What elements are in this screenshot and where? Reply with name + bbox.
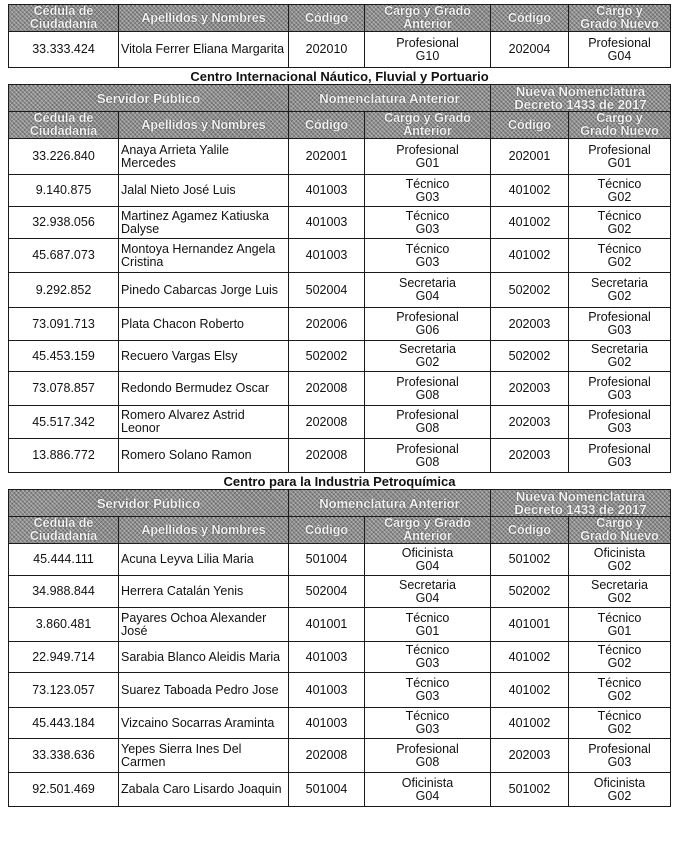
codigo-nuevo-cell: 501002 bbox=[491, 773, 569, 807]
header-cargo-nuevo-line1: Cargo y bbox=[596, 516, 643, 530]
section-title: Centro Internacional Náutico, Fluvial y Portuario bbox=[9, 68, 671, 85]
codigo-nuevo-cell: 202003 bbox=[491, 406, 569, 439]
table-row bbox=[9, 544, 671, 576]
cargo-anterior-cell-grade: G04 bbox=[415, 289, 440, 303]
cargo-anterior-cell-title: Secretaria bbox=[399, 342, 456, 356]
cargo-anterior-cell-title: Profesional bbox=[396, 741, 459, 756]
table-row bbox=[9, 32, 671, 68]
header-cargo-anterior-line1: Cargo y Grado bbox=[384, 111, 471, 125]
cargo-nuevo-cell-title: Profesional bbox=[588, 441, 651, 456]
codigo-anterior-cell: 401003 bbox=[289, 175, 365, 207]
cargo-nuevo-cell-title: Oficinista bbox=[593, 775, 646, 790]
cargo-anterior-cell-title: Secretaria bbox=[399, 577, 456, 592]
header-cargo-anterior bbox=[365, 112, 491, 139]
cargo-anterior-cell-title: Profesional bbox=[396, 310, 459, 324]
cargo-anterior-cell bbox=[365, 544, 491, 576]
codigo-anterior-cell: 202008 bbox=[289, 372, 365, 406]
codigo-anterior-cell: 502004 bbox=[289, 576, 365, 608]
nombre-cell: Vitola Ferrer Eliana Margarita bbox=[119, 32, 289, 68]
cargo-nuevo-cell bbox=[569, 32, 671, 68]
nombre-cell: Jalal Nieto José Luis bbox=[119, 175, 289, 207]
codigo-nuevo-cell: 401001 bbox=[491, 608, 569, 642]
header-cedula bbox=[9, 517, 119, 544]
nombre-cell: Montoya Hernandez Angela Cristina bbox=[119, 239, 289, 273]
cargo-anterior-cell-title: Técnico bbox=[405, 676, 450, 690]
cargo-anterior-cell-title: Secretaria bbox=[399, 276, 456, 290]
table-row bbox=[9, 739, 671, 773]
group-header-row bbox=[9, 490, 671, 517]
cargo-anterior-cell bbox=[365, 308, 491, 341]
codigo-nuevo-cell: 202001 bbox=[491, 139, 569, 175]
cargo-nuevo-cell bbox=[569, 308, 671, 341]
cargo-nuevo-cell-grade: G02 bbox=[607, 355, 632, 369]
header-nueva-nomenclatura bbox=[491, 85, 671, 112]
codigo-nuevo-cell: 401002 bbox=[491, 673, 569, 708]
cargo-anterior-cell-title: Profesional bbox=[396, 408, 459, 422]
codigo-anterior-cell: 401001 bbox=[289, 608, 365, 642]
table-row bbox=[9, 673, 671, 708]
cargo-anterior-cell-title: Oficinista bbox=[401, 545, 454, 560]
cargo-nuevo-cell-grade: G03 bbox=[607, 421, 632, 435]
cargo-nuevo-cell-grade: G01 bbox=[607, 623, 632, 638]
header-cargo-anterior-line2: Anterior bbox=[403, 124, 452, 138]
cargo-anterior-cell-title: Profesional bbox=[396, 142, 459, 157]
cargo-nuevo-cell-title: Profesional bbox=[588, 35, 651, 50]
staff-table-body bbox=[9, 5, 671, 807]
cargo-anterior-cell bbox=[365, 239, 491, 273]
cargo-nuevo-cell bbox=[569, 544, 671, 576]
header-cedula-line2: Ciudadanía bbox=[29, 17, 98, 31]
cedula-cell: 13.886.772 bbox=[9, 439, 119, 473]
header-nomenclatura-anterior: Nomenclatura Anterior bbox=[289, 490, 491, 517]
nombre-cell: Vizcaino Socarras Araminta bbox=[119, 708, 289, 739]
codigo-anterior-cell: 401003 bbox=[289, 708, 365, 739]
cargo-anterior-cell-grade: G08 bbox=[415, 387, 440, 402]
header-cargo-nuevo bbox=[569, 5, 671, 32]
nombre-cell: Zabala Caro Lisardo Joaquin bbox=[119, 773, 289, 807]
cargo-anterior-cell-grade: G01 bbox=[415, 623, 440, 638]
cargo-nuevo-cell bbox=[569, 406, 671, 439]
header-cargo-nuevo-line2: Grado Nuevo bbox=[580, 124, 659, 138]
header-cargo-anterior-line2: Anterior bbox=[403, 529, 452, 543]
codigo-anterior-cell: 202008 bbox=[289, 406, 365, 439]
cargo-anterior-cell bbox=[365, 32, 491, 68]
cargo-nuevo-cell-grade: G02 bbox=[607, 590, 632, 605]
section-title-row bbox=[9, 473, 671, 490]
cargo-anterior-cell-grade: G04 bbox=[415, 558, 440, 573]
cargo-anterior-cell-title: Técnico bbox=[405, 241, 450, 256]
cargo-nuevo-cell bbox=[569, 708, 671, 739]
cedula-cell: 9.292.852 bbox=[9, 273, 119, 308]
cedula-cell: 92.501.469 bbox=[9, 773, 119, 807]
nombre-cell: Acuna Leyva Lilia Maria bbox=[119, 544, 289, 576]
nombre-cell: Martinez Agamez Katiuska Dalyse bbox=[119, 207, 289, 239]
codigo-nuevo-cell: 202003 bbox=[491, 308, 569, 341]
nombre-cell: Romero Alvarez Astrid Leonor bbox=[119, 406, 289, 439]
header-servidor-publico: Servidor Público bbox=[9, 85, 289, 112]
table-row bbox=[9, 608, 671, 642]
header-codigo-anterior: Código bbox=[289, 112, 365, 139]
cargo-anterior-cell bbox=[365, 739, 491, 773]
header-cargo-anterior-line1: Cargo y Grado bbox=[384, 516, 471, 530]
cargo-nuevo-cell-grade: G02 bbox=[607, 254, 632, 269]
cargo-nuevo-cell bbox=[569, 139, 671, 175]
column-header-row bbox=[9, 112, 671, 139]
table-row bbox=[9, 273, 671, 308]
cargo-nuevo-cell bbox=[569, 239, 671, 273]
codigo-nuevo-cell: 502002 bbox=[491, 576, 569, 608]
header-cargo-nuevo-line2: Grado Nuevo bbox=[580, 529, 659, 543]
table-row bbox=[9, 239, 671, 273]
cargo-anterior-cell bbox=[365, 207, 491, 239]
cedula-cell: 22.949.714 bbox=[9, 642, 119, 673]
cargo-nuevo-cell-title: Técnico bbox=[597, 709, 642, 723]
nombre-cell: Plata Chacon Roberto bbox=[119, 308, 289, 341]
cedula-cell: 45.444.111 bbox=[9, 544, 119, 576]
section-title-row bbox=[9, 68, 671, 85]
cedula-cell: 33.333.424 bbox=[9, 32, 119, 68]
header-nueva-nomenclatura-line2: Decreto 1433 de 2017 bbox=[514, 502, 647, 517]
nombre-cell: Recuero Vargas Elsy bbox=[119, 341, 289, 372]
cargo-anterior-cell-grade: G03 bbox=[415, 722, 440, 736]
cargo-anterior-cell-grade: G02 bbox=[415, 355, 440, 369]
cargo-nuevo-cell bbox=[569, 341, 671, 372]
cargo-anterior-cell-grade: G03 bbox=[415, 656, 440, 670]
cargo-anterior-cell bbox=[365, 175, 491, 207]
header-codigo-nuevo: Código bbox=[491, 112, 569, 139]
cedula-cell: 73.091.713 bbox=[9, 308, 119, 341]
cargo-anterior-cell-grade: G03 bbox=[415, 189, 440, 204]
header-nueva-nomenclatura-line1: Nueva Nomenclatura bbox=[515, 489, 646, 504]
cedula-cell: 34.988.844 bbox=[9, 576, 119, 608]
header-codigo-nuevo: Código bbox=[491, 5, 569, 32]
cargo-anterior-cell bbox=[365, 673, 491, 708]
cargo-anterior-cell bbox=[365, 372, 491, 406]
cargo-nuevo-cell-title: Profesional bbox=[588, 310, 651, 324]
cargo-nuevo-cell-title: Secretaria bbox=[591, 276, 648, 290]
codigo-anterior-cell: 502002 bbox=[289, 341, 365, 372]
cargo-anterior-cell-title: Técnico bbox=[405, 709, 450, 723]
cargo-nuevo-cell bbox=[569, 576, 671, 608]
cargo-anterior-cell bbox=[365, 406, 491, 439]
cedula-cell: 33.226.840 bbox=[9, 139, 119, 175]
header-nueva-nomenclatura-line1: Nueva Nomenclatura bbox=[515, 84, 646, 99]
codigo-anterior-cell: 202008 bbox=[289, 439, 365, 473]
cargo-anterior-cell bbox=[365, 341, 491, 372]
nombre-cell: Payares Ochoa Alexander José bbox=[119, 608, 289, 642]
codigo-anterior-cell: 202006 bbox=[289, 308, 365, 341]
nombre-cell: Romero Solano Ramon bbox=[119, 439, 289, 473]
cargo-nuevo-cell-grade: G03 bbox=[607, 454, 632, 469]
nombre-cell: Pinedo Cabarcas Jorge Luis bbox=[119, 273, 289, 308]
cargo-anterior-cell-title: Técnico bbox=[405, 208, 450, 223]
header-servidor-publico: Servidor Público bbox=[9, 490, 289, 517]
table-row bbox=[9, 308, 671, 341]
cargo-nuevo-cell-title: Profesional bbox=[588, 142, 651, 157]
cargo-anterior-cell bbox=[365, 708, 491, 739]
header-apellidos-nombres: Apellidos y Nombres bbox=[119, 517, 289, 544]
header-cedula-line1: Cédula de bbox=[33, 111, 94, 125]
header-cedula-line1: Cédula de bbox=[33, 4, 94, 18]
codigo-nuevo-cell: 502002 bbox=[491, 273, 569, 308]
table-row bbox=[9, 406, 671, 439]
header-cargo-anterior-line2: Anterior bbox=[403, 17, 452, 31]
cargo-anterior-cell-grade: G10 bbox=[415, 48, 440, 63]
cargo-anterior-cell-grade: G04 bbox=[415, 590, 440, 605]
cargo-nuevo-cell bbox=[569, 773, 671, 807]
cargo-nuevo-cell-title: Secretaria bbox=[591, 577, 648, 592]
codigo-nuevo-cell: 401002 bbox=[491, 642, 569, 673]
table-row bbox=[9, 139, 671, 175]
cargo-nuevo-cell-grade: G03 bbox=[607, 754, 632, 769]
cargo-nuevo-cell-title: Secretaria bbox=[591, 342, 648, 356]
cargo-nuevo-cell-title: Profesional bbox=[588, 374, 651, 389]
cargo-anterior-cell bbox=[365, 139, 491, 175]
codigo-anterior-cell: 502004 bbox=[289, 273, 365, 308]
cargo-anterior-cell-title: Profesional bbox=[396, 35, 459, 50]
cargo-anterior-cell bbox=[365, 608, 491, 642]
cargo-nuevo-cell-grade: G02 bbox=[607, 189, 632, 204]
cargo-nuevo-cell bbox=[569, 372, 671, 406]
cargo-nuevo-cell bbox=[569, 207, 671, 239]
table-row bbox=[9, 175, 671, 207]
codigo-nuevo-cell: 401002 bbox=[491, 239, 569, 273]
cargo-nuevo-cell bbox=[569, 273, 671, 308]
codigo-anterior-cell: 202008 bbox=[289, 739, 365, 773]
cargo-anterior-cell-title: Técnico bbox=[405, 610, 450, 625]
codigo-nuevo-cell: 202003 bbox=[491, 739, 569, 773]
cargo-nuevo-cell-grade: G02 bbox=[607, 558, 632, 573]
cargo-nuevo-cell bbox=[569, 673, 671, 708]
table-row bbox=[9, 773, 671, 807]
nombre-cell: Herrera Catalán Yenis bbox=[119, 576, 289, 608]
header-cedula-line1: Cédula de bbox=[33, 516, 94, 530]
cargo-anterior-cell-grade: G03 bbox=[415, 689, 440, 703]
table-row bbox=[9, 576, 671, 608]
group-header-row bbox=[9, 85, 671, 112]
cedula-cell: 3.860.481 bbox=[9, 608, 119, 642]
cargo-nuevo-cell-grade: G01 bbox=[607, 155, 632, 170]
column-header-row bbox=[9, 517, 671, 544]
cargo-nuevo-cell-grade: G04 bbox=[607, 48, 632, 63]
cargo-anterior-cell-title: Oficinista bbox=[401, 775, 454, 790]
header-cargo-anterior bbox=[365, 5, 491, 32]
table-row bbox=[9, 207, 671, 239]
header-codigo-anterior: Código bbox=[289, 5, 365, 32]
cargo-anterior-cell-grade: G04 bbox=[415, 788, 440, 803]
header-cargo-anterior bbox=[365, 517, 491, 544]
cargo-anterior-cell-grade: G08 bbox=[415, 421, 440, 435]
codigo-nuevo-cell: 401002 bbox=[491, 708, 569, 739]
cargo-nuevo-cell-grade: G03 bbox=[607, 323, 632, 337]
codigo-nuevo-cell: 202003 bbox=[491, 439, 569, 473]
cargo-anterior-cell-title: Técnico bbox=[405, 176, 450, 191]
cargo-anterior-cell-grade: G03 bbox=[415, 221, 440, 236]
cargo-anterior-cell bbox=[365, 273, 491, 308]
nombre-cell: Anaya Arrieta Yalile Mercedes bbox=[119, 139, 289, 175]
header-cedula bbox=[9, 5, 119, 32]
cedula-cell: 45.443.184 bbox=[9, 708, 119, 739]
header-codigo-nuevo: Código bbox=[491, 517, 569, 544]
cargo-nuevo-cell-title: Profesional bbox=[588, 741, 651, 756]
cedula-cell: 73.123.057 bbox=[9, 673, 119, 708]
cargo-nuevo-cell bbox=[569, 439, 671, 473]
header-cedula-line2: Ciudadanía bbox=[29, 124, 98, 138]
cedula-cell: 33.338.636 bbox=[9, 739, 119, 773]
cargo-nuevo-cell-title: Técnico bbox=[597, 610, 642, 625]
cargo-nuevo-cell-title: Oficinista bbox=[593, 545, 646, 560]
cargo-nuevo-cell bbox=[569, 739, 671, 773]
cargo-anterior-cell-title: Profesional bbox=[396, 441, 459, 456]
nombre-cell: Sarabia Blanco Aleidis Maria bbox=[119, 642, 289, 673]
cargo-nuevo-cell-grade: G03 bbox=[607, 387, 632, 402]
header-apellidos-nombres: Apellidos y Nombres bbox=[119, 5, 289, 32]
codigo-nuevo-cell: 202003 bbox=[491, 372, 569, 406]
nombre-cell: Redondo Bermudez Oscar bbox=[119, 372, 289, 406]
cargo-nuevo-cell-grade: G02 bbox=[607, 788, 632, 803]
cargo-anterior-cell-grade: G01 bbox=[415, 155, 440, 170]
cargo-nuevo-cell-grade: G02 bbox=[607, 221, 632, 236]
codigo-anterior-cell: 501004 bbox=[289, 773, 365, 807]
cedula-cell: 45.517.342 bbox=[9, 406, 119, 439]
cargo-anterior-cell-grade: G08 bbox=[415, 754, 440, 769]
cedula-cell: 73.078.857 bbox=[9, 372, 119, 406]
section-title: Centro para la Industria Petroquímica bbox=[9, 473, 671, 490]
header-nueva-nomenclatura bbox=[491, 490, 671, 517]
header-cedula bbox=[9, 112, 119, 139]
cargo-nuevo-cell-title: Técnico bbox=[597, 643, 642, 657]
cargo-anterior-cell bbox=[365, 439, 491, 473]
codigo-anterior-cell: 202010 bbox=[289, 32, 365, 68]
cargo-nuevo-cell bbox=[569, 175, 671, 207]
cargo-nuevo-cell-title: Profesional bbox=[588, 408, 651, 422]
header-cargo-nuevo-line1: Cargo y bbox=[596, 4, 643, 18]
codigo-anterior-cell: 401003 bbox=[289, 239, 365, 273]
header-cargo-anterior-line1: Cargo y Grado bbox=[384, 4, 471, 18]
cargo-anterior-cell bbox=[365, 576, 491, 608]
header-cargo-nuevo bbox=[569, 112, 671, 139]
cedula-cell: 45.687.073 bbox=[9, 239, 119, 273]
cargo-nuevo-cell-grade: G02 bbox=[607, 689, 632, 703]
cargo-nuevo-cell-grade: G02 bbox=[607, 656, 632, 670]
table-row bbox=[9, 439, 671, 473]
nombre-cell: Suarez Taboada Pedro Jose bbox=[119, 673, 289, 708]
codigo-anterior-cell: 401003 bbox=[289, 673, 365, 708]
codigo-anterior-cell: 401003 bbox=[289, 642, 365, 673]
cargo-nuevo-cell-title: Técnico bbox=[597, 176, 642, 191]
cargo-nuevo-cell-grade: G02 bbox=[607, 722, 632, 736]
header-codigo-anterior: Código bbox=[289, 517, 365, 544]
header-cargo-nuevo-line1: Cargo y bbox=[596, 111, 643, 125]
codigo-nuevo-cell: 202004 bbox=[491, 32, 569, 68]
table-row bbox=[9, 341, 671, 372]
cargo-anterior-cell-title: Técnico bbox=[405, 643, 450, 657]
codigo-nuevo-cell: 502002 bbox=[491, 341, 569, 372]
table-row bbox=[9, 642, 671, 673]
cedula-cell: 32.938.056 bbox=[9, 207, 119, 239]
cargo-nuevo-cell-title: Técnico bbox=[597, 676, 642, 690]
cargo-anterior-cell-grade: G08 bbox=[415, 454, 440, 469]
header-cargo-nuevo-line2: Grado Nuevo bbox=[580, 17, 659, 31]
header-apellidos-nombres: Apellidos y Nombres bbox=[119, 112, 289, 139]
cargo-nuevo-cell-title: Técnico bbox=[597, 208, 642, 223]
cargo-nuevo-cell bbox=[569, 608, 671, 642]
cargo-nuevo-cell-title: Técnico bbox=[597, 241, 642, 256]
header-nomenclatura-anterior: Nomenclatura Anterior bbox=[289, 85, 491, 112]
cedula-cell: 9.140.875 bbox=[9, 175, 119, 207]
column-header-row bbox=[9, 5, 671, 32]
cargo-nuevo-cell-grade: G02 bbox=[607, 289, 632, 303]
cedula-cell: 45.453.159 bbox=[9, 341, 119, 372]
staff-table bbox=[8, 4, 671, 807]
header-cargo-nuevo bbox=[569, 517, 671, 544]
codigo-anterior-cell: 202001 bbox=[289, 139, 365, 175]
table-row bbox=[9, 708, 671, 739]
header-nueva-nomenclatura-line2: Decreto 1433 de 2017 bbox=[514, 97, 647, 112]
codigo-anterior-cell: 501004 bbox=[289, 544, 365, 576]
nombre-cell: Yepes Sierra Ines Del Carmen bbox=[119, 739, 289, 773]
codigo-anterior-cell: 401003 bbox=[289, 207, 365, 239]
codigo-nuevo-cell: 501002 bbox=[491, 544, 569, 576]
cargo-anterior-cell bbox=[365, 642, 491, 673]
codigo-nuevo-cell: 401002 bbox=[491, 207, 569, 239]
cargo-anterior-cell bbox=[365, 773, 491, 807]
header-cedula-line2: Ciudadanía bbox=[29, 529, 98, 543]
cargo-anterior-cell-grade: G03 bbox=[415, 254, 440, 269]
table-row bbox=[9, 372, 671, 406]
cargo-anterior-cell-title: Profesional bbox=[396, 374, 459, 389]
cargo-nuevo-cell bbox=[569, 642, 671, 673]
cargo-anterior-cell-grade: G06 bbox=[415, 323, 440, 337]
codigo-nuevo-cell: 401002 bbox=[491, 175, 569, 207]
